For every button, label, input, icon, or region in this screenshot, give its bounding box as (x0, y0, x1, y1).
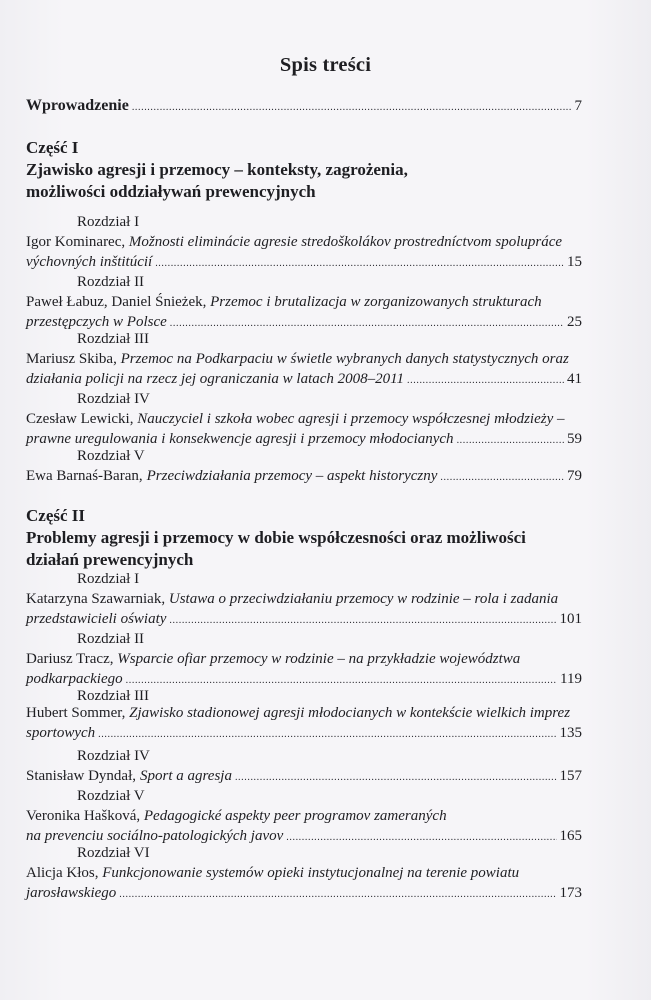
chapter-author: Ewa Barnaś-Baran, (26, 468, 143, 484)
chapter-author: Mariusz Skiba, (26, 351, 117, 367)
chapter-author: Katarzyna Szawarniak, (26, 591, 166, 607)
leader-dots (132, 98, 572, 118)
chapter-author: Czesław Lewicki, (26, 411, 134, 427)
chapter-title: výchovných inštitúcií (26, 254, 153, 270)
chapter-author: Paweł Łabuz, Daniel Śnieżek, (26, 294, 207, 310)
page-number: 135 (559, 725, 582, 741)
toc-entry-line[interactable] (26, 349, 569, 369)
part-title-line: działań prewencyjnych (26, 550, 194, 569)
toc-entry-line[interactable] (26, 292, 542, 312)
chapter-title: Przemoc na Podkarpaciu w świetle wybranych danych statystycznych oraz (120, 351, 569, 367)
chapter-label: Rozdział I (77, 214, 140, 230)
chapter-author: Dariusz Tracz, (26, 651, 114, 667)
page-number: 7 (574, 98, 582, 114)
part-title-line: Zjawisko agresji i przemocy – konteksty, zagrożenia, (26, 160, 408, 179)
chapter-title: sportowych (26, 725, 96, 741)
page-number: 59 (567, 431, 582, 447)
toc-entry-line[interactable] (26, 806, 447, 826)
chapter-label: Rozdział III (77, 331, 150, 347)
part-label: Część II (26, 506, 86, 525)
toc-entry-line[interactable] (26, 369, 582, 391)
part-title-line: możliwości oddziaływań prewencyjnych (26, 182, 316, 201)
chapter-title: działania policji na rzecz jej ograniczania w latach 2008–2011 (26, 371, 405, 387)
chapter-title: Sport a agresja (140, 768, 232, 784)
toc-entry-line[interactable] (26, 232, 562, 252)
toc-entry-line[interactable] (26, 466, 582, 488)
chapter-author: Stanisław Dyndał, (26, 768, 136, 784)
page-number: 41 (567, 371, 582, 387)
leader-dots (126, 671, 557, 691)
page-number: 79 (567, 468, 582, 484)
toc-entry-line[interactable] (26, 883, 582, 905)
toc-entry-line[interactable] (26, 609, 582, 631)
toc-entry-line[interactable] (26, 409, 565, 429)
page-number: 15 (567, 254, 582, 270)
leader-dots (440, 468, 564, 488)
part-title-line: Problemy agresji i przemocy w dobie współczesności oraz możliwości (26, 528, 526, 547)
chapter-label: Rozdział I (77, 571, 140, 587)
toc-entry-line[interactable] (26, 589, 558, 609)
chapter-title: Zjawisko stadionowej agresji młodocianych w kontekście wielkich imprez (129, 705, 571, 721)
chapter-title: na prevenciu sociálno-patologických javov (26, 828, 284, 844)
chapter-title: Wsparcie ofiar przemocy w rodzinie – na przykładzie województwa (117, 651, 521, 667)
chapter-title: Ustawa o przeciwdziałaniu przemocy w rodzinie – rola i zadania (168, 591, 559, 607)
toc-entry-line[interactable] (26, 252, 582, 274)
leader-dots (98, 725, 556, 745)
chapter-label: Rozdział VI (77, 845, 150, 861)
leader-dots (119, 885, 556, 905)
chapter-label: Rozdział III (77, 688, 150, 704)
chapter-title: podkarpackiego (26, 671, 123, 687)
chapter-author: Veronika Hašková, (26, 808, 141, 824)
intro-label: Wprowadzenie (26, 97, 129, 114)
chapter-label: Rozdział II (77, 274, 145, 290)
leader-dots (170, 314, 564, 334)
chapter-label: Rozdział V (77, 788, 145, 804)
chapter-label: Rozdział II (77, 631, 145, 647)
page-number: 165 (559, 828, 582, 844)
chapter-title: Funkcjonowanie systemów opieki instytucjonalnej na terenie powiatu (102, 865, 520, 881)
chapter-title: Przemoc i brutalizacja w zorganizowanych strukturach (210, 294, 542, 310)
chapter-label: Rozdział IV (77, 748, 150, 764)
page-number: 25 (567, 314, 582, 330)
chapter-title: prawne uregulowania i konsekwencje agresji i przemocy młodocianych (26, 431, 454, 447)
chapter-author: Igor Kominarec, (26, 234, 126, 250)
toc-entry-line[interactable] (26, 766, 582, 788)
toc-entry-line[interactable] (26, 649, 520, 669)
page-title: Spis treści (279, 54, 372, 76)
leader-dots (286, 828, 556, 848)
toc-entry-intro[interactable] (26, 96, 582, 118)
toc-entry-line[interactable] (26, 723, 582, 745)
leader-dots (407, 371, 564, 391)
page-number: 157 (559, 768, 582, 784)
chapter-title: przedstawicieli oświaty (26, 611, 167, 627)
leader-dots (155, 254, 564, 274)
chapter-author: Alicja Kłos, (26, 865, 99, 881)
toc-entry-line[interactable] (26, 863, 519, 883)
chapter-title: Pedagogické aspekty peer programov zameraných (143, 808, 447, 824)
part-label: Część I (26, 138, 79, 157)
chapter-author: Hubert Sommer, (26, 705, 126, 721)
chapter-title: jarosławskiego (26, 885, 117, 901)
page-number: 119 (560, 671, 582, 687)
page-number: 101 (559, 611, 582, 627)
chapter-title: Nauczyciel i szkoła wobec agresji i przemocy współczesnej młodzieży – (137, 411, 565, 427)
chapter-label: Rozdział IV (77, 391, 150, 407)
chapter-title: Przeciwdziałania przemocy – aspekt historyczny (146, 468, 438, 484)
chapter-label: Rozdział V (77, 448, 145, 464)
leader-dots (457, 431, 564, 451)
chapter-title: Možnosti eliminácie agresie stredoškolákov prostredníctvom spolupráce (128, 234, 563, 250)
toc-entry-line[interactable] (26, 703, 570, 723)
leader-dots (235, 768, 557, 788)
chapter-title: przestępczych w Polsce (26, 314, 167, 330)
page-number: 173 (559, 885, 582, 901)
leader-dots (169, 611, 556, 631)
